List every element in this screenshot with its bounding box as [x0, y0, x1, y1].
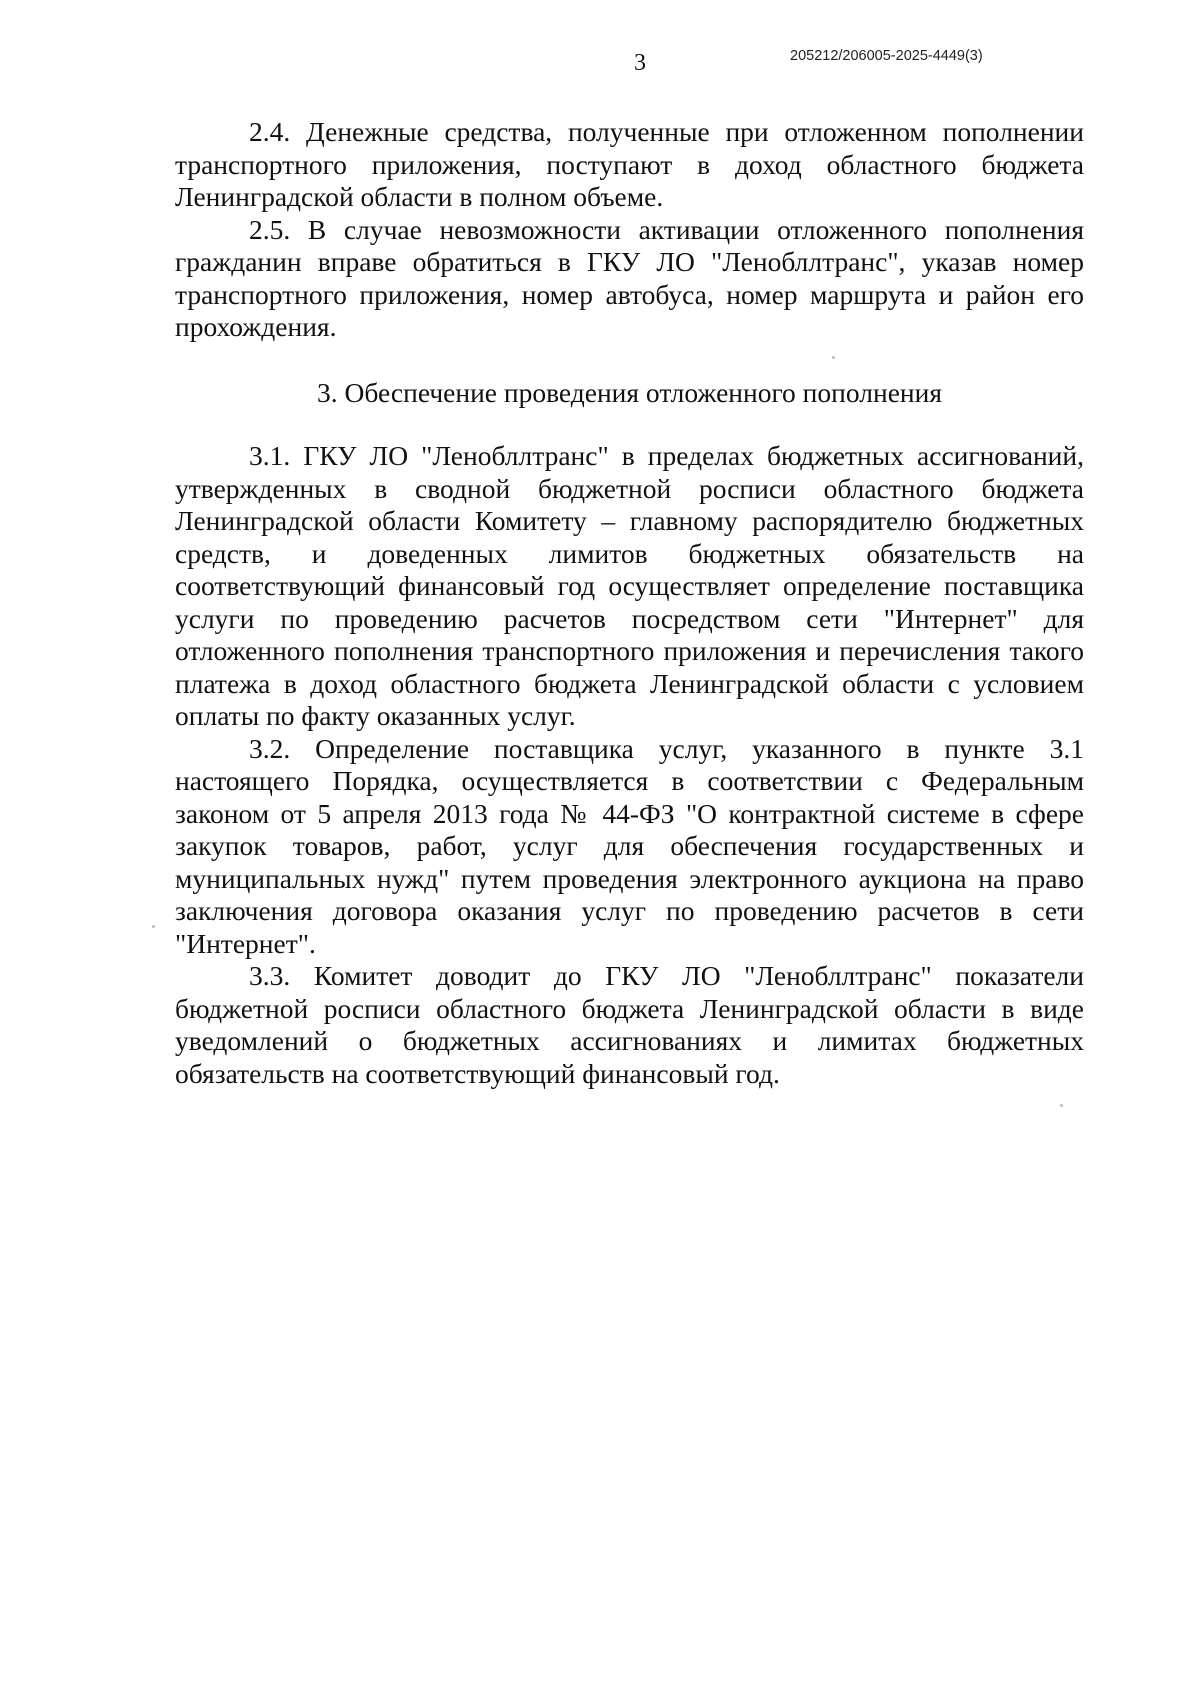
paragraph-3-1: 3.1. ГКУ ЛО "Ленобллтранс" в пределах бюджетных ассигнований, утвержденных в сводной бюджетной росписи областного бюджета Ленинградской области Комитету – главному распорядителю бюджетных средств, и доведенных лимитов бюджетных обязательств на соответствующий финансовый год осуществляет определение поставщика услуги по проведению расчетов посредством сети "Интернет" для отложенного пополнения транспортного приложения и перечисления такого платежа в доход областного бюджета Ленинградской области с условием оплаты по факту оказанных услуг.	[175, 440, 1084, 731]
page-number: 3	[634, 50, 646, 76]
registration-number: 205212/206005-2025-4449(3)	[790, 48, 983, 64]
paragraph-3-3: 3.3. Комитет доводит до ГКУ ЛО "Ленобллтранс" показатели бюджетной росписи областного бюджета Ленинградской области в виде уведомлений о бюджетных ассигнованиях и лимитах бюджетных обязательств на соответствующий финансовый год.	[175, 960, 1084, 1089]
paragraph-2-5: 2.5. В случае невозможности активации отложенного пополнения гражданин вправе обратиться в ГКУ ЛО "Ленобллтранс", указав номер транспортного приложения, номер автобуса, номер маршрута и район его прохождения.	[175, 213, 1084, 342]
scan-speck	[1060, 1104, 1063, 1107]
paragraph-2-4: 2.4. Денежные средства, полученные при отложенном пополнении транспортного приложения, поступают в доход областного бюджета Ленинградской области в полном объеме.	[175, 116, 1084, 212]
document-body	[175, 116, 1084, 1090]
scan-speck	[152, 925, 155, 928]
section-3-heading: 3. Обеспечение проведения отложенного пополнения	[317, 376, 942, 408]
scan-speck	[832, 356, 835, 359]
paragraph-3-2: 3.2. Определение поставщика услуг, указанного в пункте 3.1 настоящего Порядка, осуществляется в соответствии с Федеральным законом от 5 апреля 2013 года № 44-ФЗ "О контрактной системе в сфере закупок товаров, работ, услуг для обеспечения государственных и муниципальных нужд" путем проведения электронного аукциона на право заключения договора оказания услуг по проведению расчетов в сети "Интернет".	[175, 732, 1084, 959]
